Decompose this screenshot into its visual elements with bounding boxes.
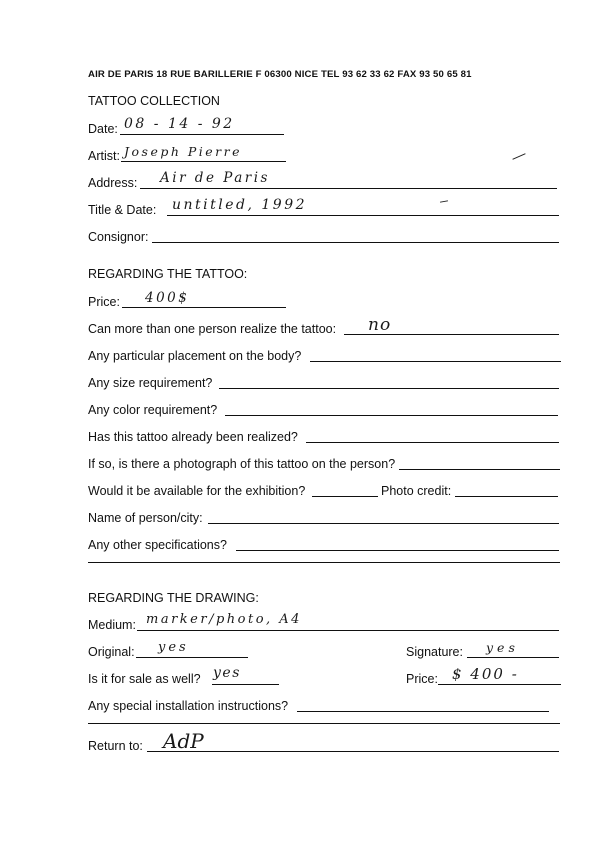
drawing-price-label: Price: [406,672,438,686]
artist-value: Joseph Pierre [124,144,243,159]
drawing-price-value: $ 400 - [452,665,519,683]
placement-label: Any particular placement on the body? [88,349,302,363]
photo-credit-line [455,496,558,497]
header-address-line: AIR DE PARIS 18 RUE BARILLERIE F 06300 NICE TEL 93 62 33 62 FAX 93 50 65 81 [88,69,472,80]
return-value: AdP [163,729,204,753]
drawing-section-title: REGARDING THE DRAWING: [88,591,259,605]
exhibition-line [312,496,378,497]
for-sale-line [212,684,279,685]
other-spec-label: Any other specifications? [88,538,227,552]
for-sale-label: Is it for sale as well? [88,672,201,686]
medium-line [137,630,559,631]
more-than-one-label: Can more than one person realize the tattoo: [88,322,337,336]
address-value: Air de Paris [160,170,270,186]
photograph-line [399,469,560,470]
photo-credit-label: Photo credit: [381,484,452,498]
tattoo-price-label: Price: [88,295,120,309]
return-line [147,751,559,752]
form-title: TATTOO COLLECTION [88,94,220,108]
installation-label: Any special installation instructions? [88,699,289,713]
stray-pen-mark-2 [440,200,448,202]
signature-line [467,657,559,658]
tattoo-price-line [122,307,286,308]
tattoo-section-title: REGARDING THE TATTOO: [88,267,248,281]
title-date-label: Title & Date: [88,203,157,217]
other-spec-line [236,550,559,551]
color-label: Any color requirement? [88,403,218,417]
tattoo-price-value: 400$ [145,290,190,306]
consignor-label: Consignor: [88,230,149,244]
placement-line [310,361,561,362]
medium-label: Medium: [88,618,136,632]
person-city-label: Name of person/city: [88,511,203,525]
address-label: Address: [88,176,138,190]
size-line [219,388,559,389]
realized-line [306,442,559,443]
date-value: 08 - 14 - 92 [124,116,235,132]
signature-label: Signature: [406,645,463,659]
photograph-label: If so, is there a photograph of this tattoo on the person? [88,457,396,471]
original-value: yes [158,640,189,655]
installation-line-2 [88,723,560,724]
title-date-value: untitled, 1992 [172,197,308,213]
more-than-one-value: no [368,315,392,335]
original-label: Original: [88,645,135,659]
medium-value: marker/photo, A4 [146,612,302,627]
drawing-price-line [438,684,561,685]
original-line [136,657,248,658]
consignor-line [152,242,559,243]
color-line [225,415,558,416]
other-spec-line-2 [88,562,560,563]
stray-pen-mark [512,153,525,160]
signature-value: yes [486,640,519,655]
installation-line [297,711,549,712]
return-label: Return to: [88,739,143,753]
artist-label: Artist: [88,149,120,163]
title-date-line [167,215,559,216]
date-label: Date: [88,122,118,136]
date-line [120,134,284,135]
exhibition-label: Would it be available for the exhibition? [88,484,306,498]
size-label: Any size requirement? [88,376,213,390]
person-city-line [208,523,559,524]
for-sale-value: yes [213,665,241,681]
address-line [140,188,557,189]
realized-label: Has this tattoo already been realized? [88,430,298,444]
artist-line [121,161,286,162]
